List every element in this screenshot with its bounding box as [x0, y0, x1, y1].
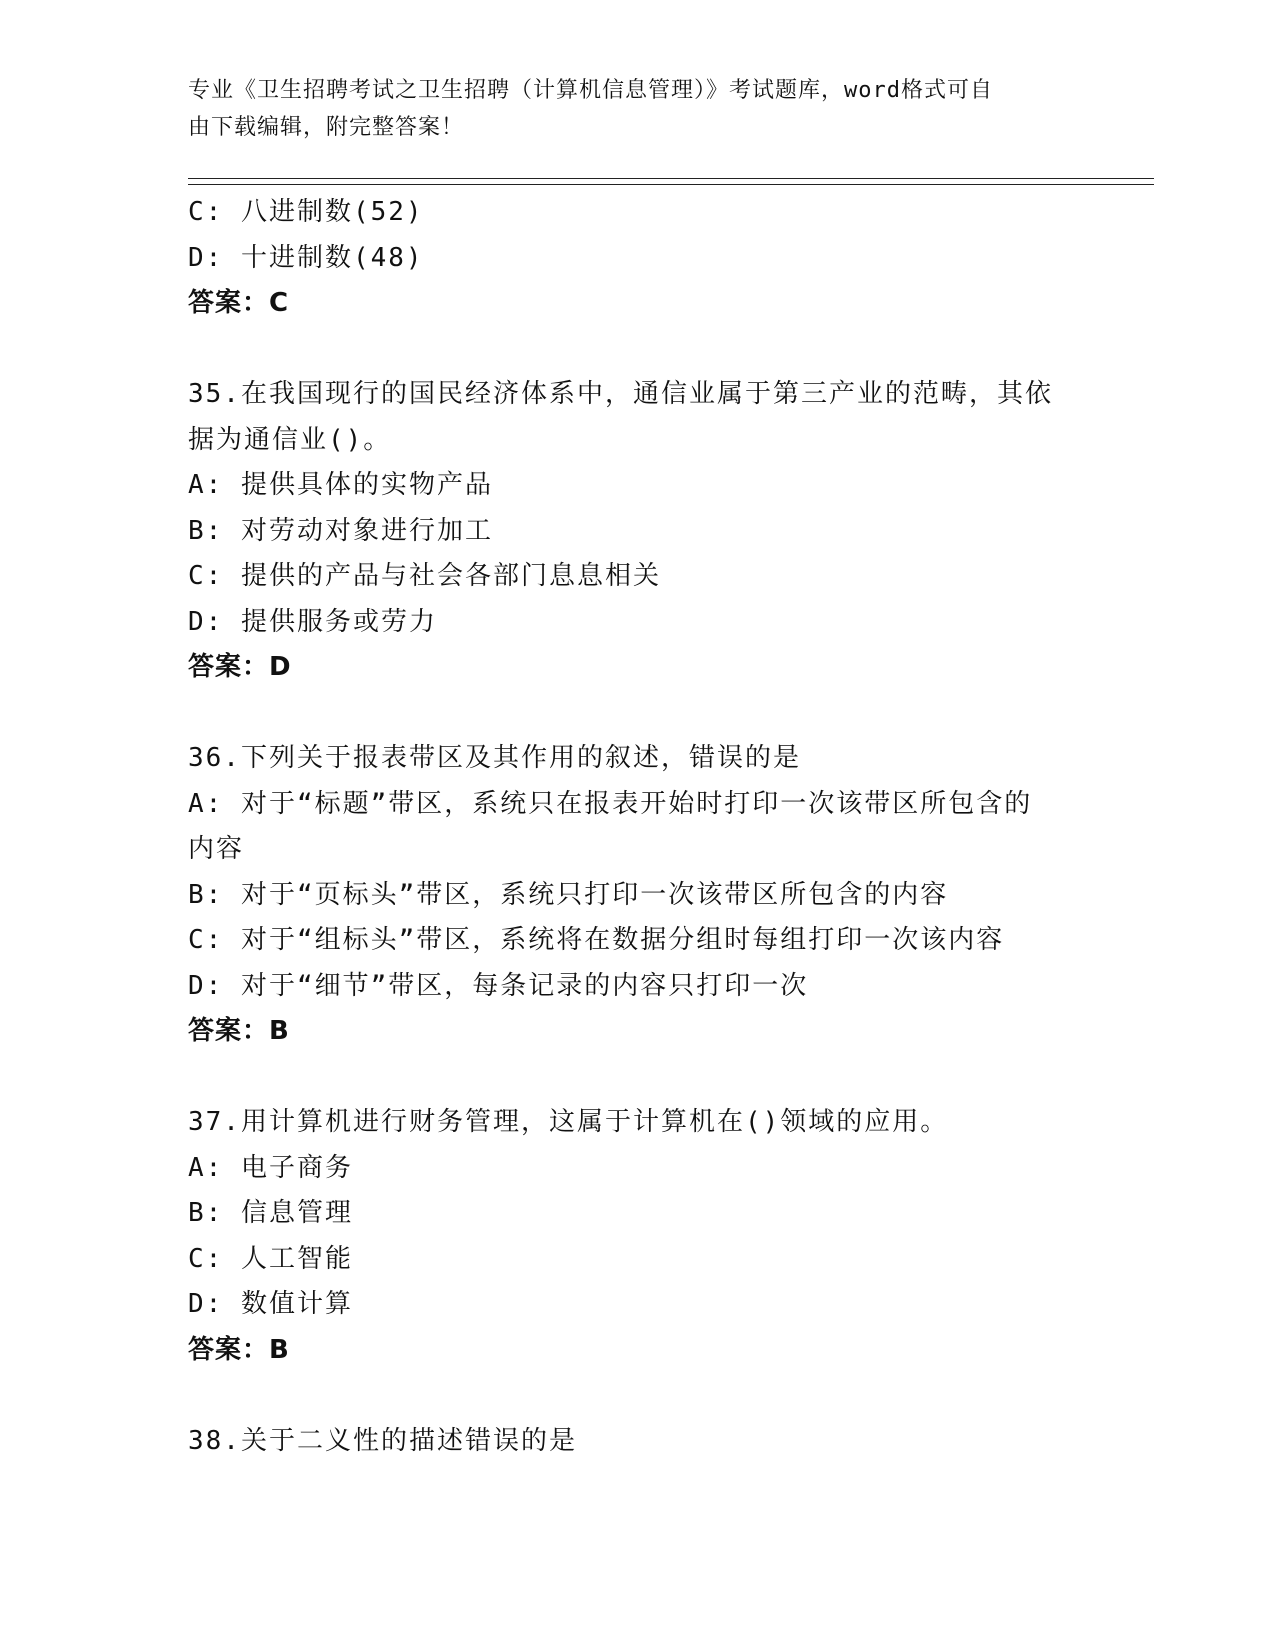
question-35	[188, 372, 1088, 691]
spacer	[188, 691, 1088, 737]
answer-label: 答案：B	[188, 1016, 290, 1046]
option-c: C: 提供的产品与社会各部门息息相关	[188, 561, 661, 591]
option-d: D: 提供服务或劳力	[188, 606, 437, 637]
option-c: C: 人工智能	[188, 1243, 353, 1274]
question-stem: 37.用计算机进行财务管理，这属于计算机在()领域的应用。	[188, 1107, 949, 1137]
option-d: D: 对于“细节”带区，每条记录的内容只打印一次	[188, 970, 809, 1001]
option-c: C: 对于“组标头”带区，系统将在数据分组时每组打印一次该内容	[188, 925, 1005, 955]
spacer	[188, 1373, 1088, 1419]
option-d: D: 数值计算	[188, 1289, 353, 1319]
header-line-2: 由下载编辑，附完整答案！	[188, 115, 465, 140]
header-line-1: 专业《卫生招聘考试之卫生招聘（计算机信息管理）》考试题库，word格式可自	[188, 78, 993, 103]
question-content	[188, 190, 1088, 1464]
option-a: A: 提供具体的实物产品	[188, 470, 493, 500]
header-divider-top	[188, 178, 1154, 179]
question-37	[188, 1100, 1088, 1373]
question-34-partial	[188, 190, 1088, 327]
question-38	[188, 1419, 1088, 1465]
option-a-continued: 内容	[188, 834, 245, 864]
option-a: A: 电子商务	[188, 1152, 353, 1183]
option-c: C: 八进制数(52)	[188, 197, 424, 227]
option-d: D: 十进制数(48)	[188, 242, 424, 273]
question-stem: 36.下列关于报表带区及其作用的叙述，错误的是	[188, 743, 801, 773]
question-stem: 38.关于二义性的描述错误的是	[188, 1425, 577, 1456]
answer-label: 答案：D	[188, 652, 292, 682]
question-36	[188, 736, 1088, 1055]
option-b: B: 信息管理	[188, 1198, 353, 1228]
option-a: A: 对于“标题”带区，系统只在报表开始时打印一次该带区所包含的	[188, 788, 1033, 819]
spacer	[188, 327, 1088, 373]
answer-label: 答案：C	[188, 288, 290, 318]
question-stem: 35.在我国现行的国民经济体系中，通信业属于第三产业的范畴，其依	[188, 379, 1053, 409]
header-divider-bottom	[188, 184, 1154, 185]
spacer	[188, 1055, 1088, 1101]
document-header	[188, 72, 1088, 146]
question-stem-continued: 据为通信业()。	[188, 424, 392, 455]
option-b: B: 对于“页标头”带区，系统只打印一次该带区所包含的内容	[188, 879, 949, 910]
answer-label: 答案：B	[188, 1334, 290, 1365]
option-b: B: 对劳动对象进行加工	[188, 515, 493, 546]
